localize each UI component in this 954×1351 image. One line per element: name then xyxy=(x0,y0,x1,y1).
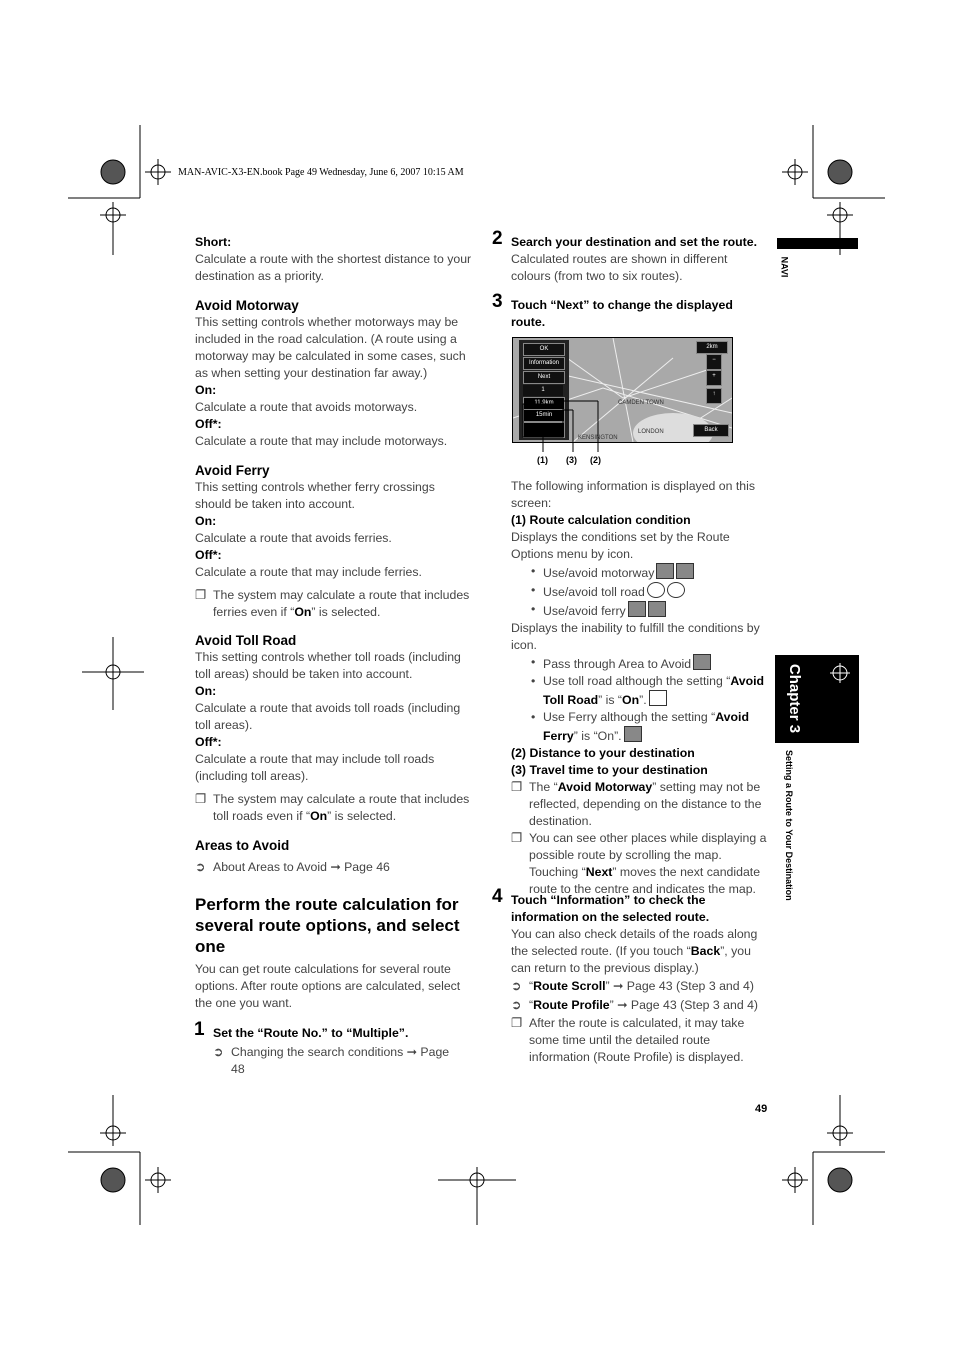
step-4-text: Touch “Information” to check the information on the selected route. xyxy=(511,893,710,924)
toll-road-icon xyxy=(647,582,665,598)
body-text: Calculate a route that may include ferries. xyxy=(195,565,422,579)
note xyxy=(511,830,769,898)
motorway-icon xyxy=(656,563,674,579)
callout-1-title: (1) Route calculation condition xyxy=(511,513,691,527)
callout-label: (1) xyxy=(537,455,548,465)
note-text: The system may calculate a route that includes ferries even if “ xyxy=(213,588,470,619)
print-header: MAN-AVIC-X3-EN.book Page 49 Wednesday, June 6, 2007 10:15 AM xyxy=(178,167,464,178)
page-number: 49 xyxy=(755,1103,768,1115)
reference-arrow-icon: ➲ xyxy=(511,979,522,993)
avoid-toll-road-icon xyxy=(667,582,685,598)
reference-text: ” ➞ Page 43 (Step 3 and 4) xyxy=(609,998,759,1012)
note-text: ” is selected. xyxy=(327,809,397,823)
step-number: 2 xyxy=(492,228,503,249)
list-item xyxy=(511,709,769,745)
page-reference[interactable] xyxy=(511,978,769,995)
list-bold: Avoid Ferry xyxy=(543,710,749,743)
reference-text: Changing the search conditions ➞ Page 48 xyxy=(231,1045,450,1076)
reference-text: About Areas to Avoid ➞ Page 46 xyxy=(213,860,390,874)
avoid-motorway-icon xyxy=(676,563,694,579)
note-icon: ❐ xyxy=(511,831,523,845)
time-display: 15min xyxy=(523,409,565,422)
information-button[interactable]: Information xyxy=(523,357,565,370)
body-text: Displays the inability to fulfill the conditions by icon. xyxy=(511,621,760,652)
route-number: 1 xyxy=(523,385,563,396)
ok-button[interactable]: OK xyxy=(523,343,565,356)
on-label: On: xyxy=(195,684,217,698)
body-text: The following information is displayed on this screen: xyxy=(511,479,756,510)
reference-bold: Route Profile xyxy=(533,998,610,1012)
note-text: The “ xyxy=(529,780,558,794)
info-section xyxy=(511,478,769,898)
list-text: Use toll road although the setting “ xyxy=(543,674,731,688)
zoom-out-icon[interactable]: − xyxy=(706,354,722,370)
list-item xyxy=(511,673,769,709)
off-label: Off*: xyxy=(195,548,222,562)
off-label: Off*: xyxy=(195,735,222,749)
note xyxy=(511,1015,769,1066)
navi-tab-bar xyxy=(777,238,858,249)
list-item xyxy=(511,654,769,673)
list-text: Use/avoid toll road xyxy=(543,585,645,599)
reference-text: ” ➞ Page 43 (Step 3 and 4) xyxy=(605,979,754,993)
avoid-motorway-title: Avoid Motorway xyxy=(195,298,299,313)
list-bold: On xyxy=(622,693,640,707)
reference-text: “ xyxy=(529,979,534,993)
note-icon: ❐ xyxy=(511,1016,523,1030)
reference-text: “ xyxy=(529,998,534,1012)
note-bold: On xyxy=(310,809,328,823)
list-text: Use Ferry although the setting “ xyxy=(543,710,716,724)
list-item xyxy=(511,601,769,620)
list-text: ” is “On”. xyxy=(573,729,622,743)
body-bold: Back xyxy=(690,944,721,958)
step-2-text: Search your destination and set the route. xyxy=(511,235,757,249)
avoid-ferry-icon xyxy=(648,601,666,617)
note-icon: ❐ xyxy=(511,780,523,794)
body-text: This setting controls whether motorways may be included in the road calculation. (A route using a motorway may be calculated in some cases, such as when setting your destination far away.) xyxy=(195,315,466,380)
body-text: This setting controls whether toll roads (including toll areas) should be taken into account. xyxy=(195,650,461,681)
next-button[interactable]: Next xyxy=(523,371,565,384)
note-bold: Avoid Motorway xyxy=(557,780,653,794)
navi-tab-label: NAVI xyxy=(779,256,790,278)
map-place-label: KENSINGTON xyxy=(578,435,618,441)
note-bold: Next xyxy=(585,865,613,879)
step-3-text: Touch “Next” to change the displayed route. xyxy=(511,298,733,329)
list-item xyxy=(511,582,769,601)
note-bold: On xyxy=(294,605,312,619)
callout-label: (2) xyxy=(590,455,601,465)
areas-to-avoid-title: Areas to Avoid xyxy=(195,838,290,853)
callout-label: (3) xyxy=(566,455,577,465)
body-text: ”, you can return to the previous display.) xyxy=(511,944,751,975)
ferry-icon xyxy=(628,601,646,617)
list-text: Pass through Area to Avoid xyxy=(543,657,692,671)
avoid-ferry-title: Avoid Ferry xyxy=(195,463,270,478)
ferry-warning-icon xyxy=(624,726,642,742)
note-text: After the route is calculated, it may take some time until the detailed route information (Route Profile) is displayed. xyxy=(529,1016,745,1064)
distance-display: 11.9km xyxy=(523,397,565,410)
body-text: This setting controls whether ferry crossings should be taken into account. xyxy=(195,480,435,511)
list-text: Use/avoid ferry xyxy=(543,604,626,618)
body-text: Calculate a route that avoids motorways. xyxy=(195,400,418,414)
off-label: Off*: xyxy=(195,417,222,431)
step-number: 1 xyxy=(194,1019,205,1040)
body-text: Calculate a route that may include motorways. xyxy=(195,434,448,448)
body-text: Calculate a route that avoids ferries. xyxy=(195,531,392,545)
area-to-avoid-icon xyxy=(693,654,711,670)
zoom-in-icon[interactable]: + xyxy=(706,370,722,386)
callout-2-title: (2) Distance to your destination xyxy=(511,746,695,760)
step-1-text: Set the “Route No.” to “Multiple”. xyxy=(213,1026,409,1040)
chapter-label: Chapter 3 xyxy=(786,663,804,734)
reference-arrow-icon: ➲ xyxy=(213,1045,224,1059)
page-reference[interactable] xyxy=(511,997,769,1014)
list-bold: Avoid Toll Road xyxy=(543,674,765,707)
reference-arrow-icon: ➲ xyxy=(195,860,206,874)
step-number: 3 xyxy=(492,291,503,312)
scale-display: 2km xyxy=(696,341,728,354)
section-intro: You can get route calculations for several route options. After route options are calculated, select the one you want. xyxy=(195,962,461,1010)
map-place-label: LONDON xyxy=(638,429,664,435)
note xyxy=(511,779,769,830)
on-label: On: xyxy=(195,383,217,397)
body-text: Calculate a route that may include toll roads (including toll areas). xyxy=(195,752,435,783)
short-text: Calculate a route with the shortest distance to your destination as a priority. xyxy=(195,252,472,283)
body-text: Calculate a route that avoids toll roads (including toll areas). xyxy=(195,701,461,732)
toll-road-warning-icon xyxy=(649,690,667,706)
step-4-section xyxy=(511,892,769,1066)
body-text: Displays the conditions set by the Route Options menu by icon. xyxy=(511,530,730,561)
step-2-body: Calculated routes are shown in different colours (from two to six routes). xyxy=(511,252,728,283)
reference-arrow-icon: ➲ xyxy=(511,998,522,1012)
list-item xyxy=(511,563,769,582)
reference-bold: Route Scroll xyxy=(533,979,606,993)
list-text: ”. xyxy=(639,693,647,707)
note-icon: ❐ xyxy=(195,588,207,602)
section-title: Perform the route calculation for several route options, and select one xyxy=(195,895,460,956)
note-text: ” moves the next candidate route to the centre and indicates the map. xyxy=(529,865,761,896)
note-text: You can see other places while displaying a possible route by scrolling the map. Touching “ xyxy=(529,831,767,879)
body-text: You can also check details of the roads along the selected route. (If you touch “ xyxy=(511,927,758,958)
on-label: On: xyxy=(195,514,217,528)
note-text: The system may calculate a route that includes toll roads even if “ xyxy=(213,792,470,823)
avoid-toll-road-title: Avoid Toll Road xyxy=(195,633,297,648)
map-place-label: CAMDEN TOWN xyxy=(618,400,664,406)
short-title: Short: xyxy=(195,235,232,249)
note-text: ” is selected. xyxy=(311,605,381,619)
compass-icon[interactable]: ↑ xyxy=(706,388,722,404)
callout-3-title: (3) Travel time to your destination xyxy=(511,763,708,777)
note-icon: ❐ xyxy=(195,792,207,806)
list-text: Use/avoid motorway xyxy=(543,566,655,580)
step-number: 4 xyxy=(492,886,503,907)
back-button[interactable]: Back xyxy=(693,424,729,437)
note-text: ” setting may not be reflected, depending on the distance to the destination. xyxy=(529,780,762,828)
list-text: ” is “ xyxy=(598,693,623,707)
chapter-section-title: Setting a Route to Your Destination xyxy=(784,750,794,901)
